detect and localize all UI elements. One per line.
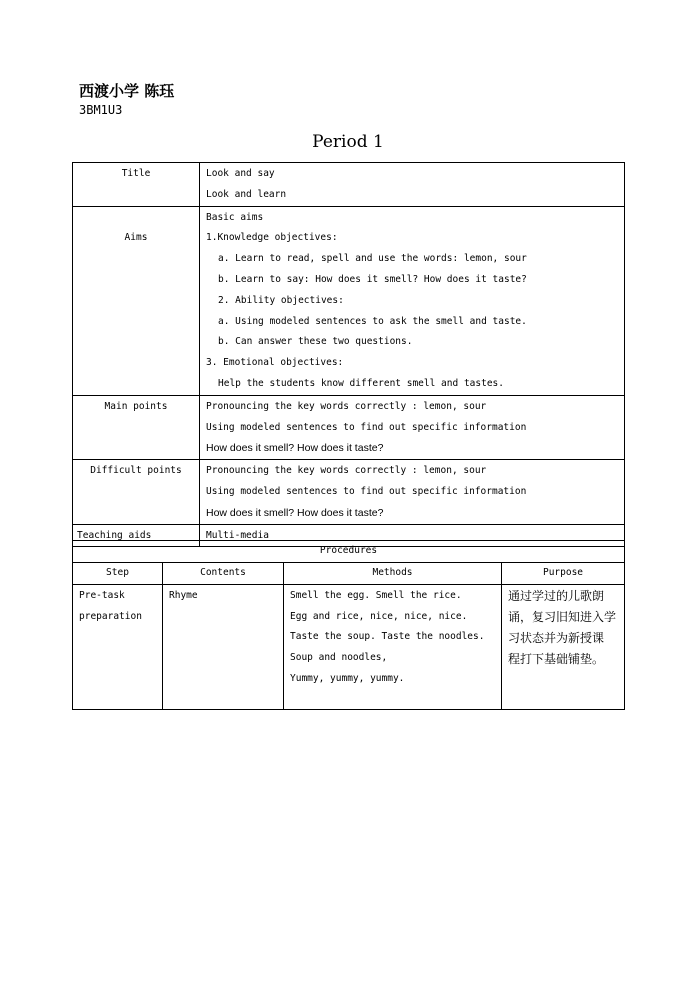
aims-line: 2. Ability objectives: bbox=[218, 294, 344, 306]
step-cell: Pre-task preparation bbox=[73, 584, 163, 709]
procedures-heading-row bbox=[73, 541, 625, 563]
difficult-points-line: How does it smell? How does it taste? bbox=[206, 506, 384, 519]
table-row bbox=[73, 584, 625, 709]
column-header-methods: Methods bbox=[284, 563, 502, 585]
title-row bbox=[73, 163, 625, 207]
column-header-contents: Contents bbox=[163, 563, 284, 585]
title-label: Title bbox=[73, 163, 200, 207]
difficult-points-line: Using modeled sentences to find out specific information bbox=[206, 485, 527, 497]
title-line: Look and learn bbox=[206, 188, 287, 200]
procedures-heading: Procedures bbox=[73, 541, 625, 563]
aims-label: Aims bbox=[73, 206, 200, 395]
difficult-points-content bbox=[200, 460, 625, 524]
aims-line: a. Learn to read, spell and use the words: lemon, sour bbox=[218, 253, 527, 265]
main-points-row bbox=[73, 395, 625, 459]
aims-content bbox=[200, 206, 625, 395]
lesson-info-table bbox=[72, 162, 625, 547]
school-teacher-header: 西渡小学 陈珏 bbox=[79, 82, 175, 100]
aims-line: b. Can answer these two questions. bbox=[218, 336, 413, 348]
aims-line: 1.Knowledge objectives: bbox=[206, 232, 338, 244]
teaching-aids-label: Teaching aids bbox=[73, 524, 200, 547]
title-line: Look and say bbox=[206, 168, 275, 179]
aims-line: a. Using modeled sentences to ask the smell and taste. bbox=[218, 315, 527, 327]
aims-row bbox=[73, 206, 625, 395]
column-header-step: Step bbox=[73, 563, 163, 585]
purpose-cell: 通过学过的儿歌朗 诵，复习旧知进入学 习状态并为新授课 程打下基础铺垫。 bbox=[502, 584, 625, 709]
procedures-table bbox=[72, 540, 625, 710]
difficult-points-label: Difficult points bbox=[73, 460, 200, 524]
teaching-aids-value: Multi-media bbox=[200, 524, 625, 547]
main-points-line: How does it smell? How does it taste? bbox=[206, 442, 384, 455]
unit-code: 3BM1U3 bbox=[79, 103, 123, 117]
main-points-label: Main points bbox=[73, 395, 200, 459]
aims-line: 3. Emotional objectives: bbox=[206, 357, 344, 369]
main-points-content bbox=[200, 395, 625, 459]
page-title: Period 1 bbox=[312, 132, 384, 152]
title-content bbox=[200, 163, 625, 207]
aims-line: Basic aims bbox=[206, 211, 264, 223]
main-points-line: Pronouncing the key words correctly : lemon, sour bbox=[206, 400, 487, 412]
aims-line: b. Learn to say: How does it smell? How does it taste? bbox=[218, 273, 527, 285]
methods-cell: Smell the egg. Smell the rice. Egg and rice, nice, nice, nice. Taste the soup. Taste the noodles. Soup and noodles, Yummy, yummy, yummy. bbox=[284, 584, 502, 709]
main-points-line: Using modeled sentences to find out specific information bbox=[206, 421, 527, 433]
aims-line: Help the students know different smell and tastes. bbox=[218, 377, 504, 389]
procedures-header-row bbox=[73, 563, 625, 585]
difficult-points-line: Pronouncing the key words correctly : lemon, sour bbox=[206, 465, 487, 477]
column-header-purpose: Purpose bbox=[502, 563, 625, 585]
difficult-points-row bbox=[73, 460, 625, 524]
contents-cell: Rhyme bbox=[163, 584, 284, 709]
